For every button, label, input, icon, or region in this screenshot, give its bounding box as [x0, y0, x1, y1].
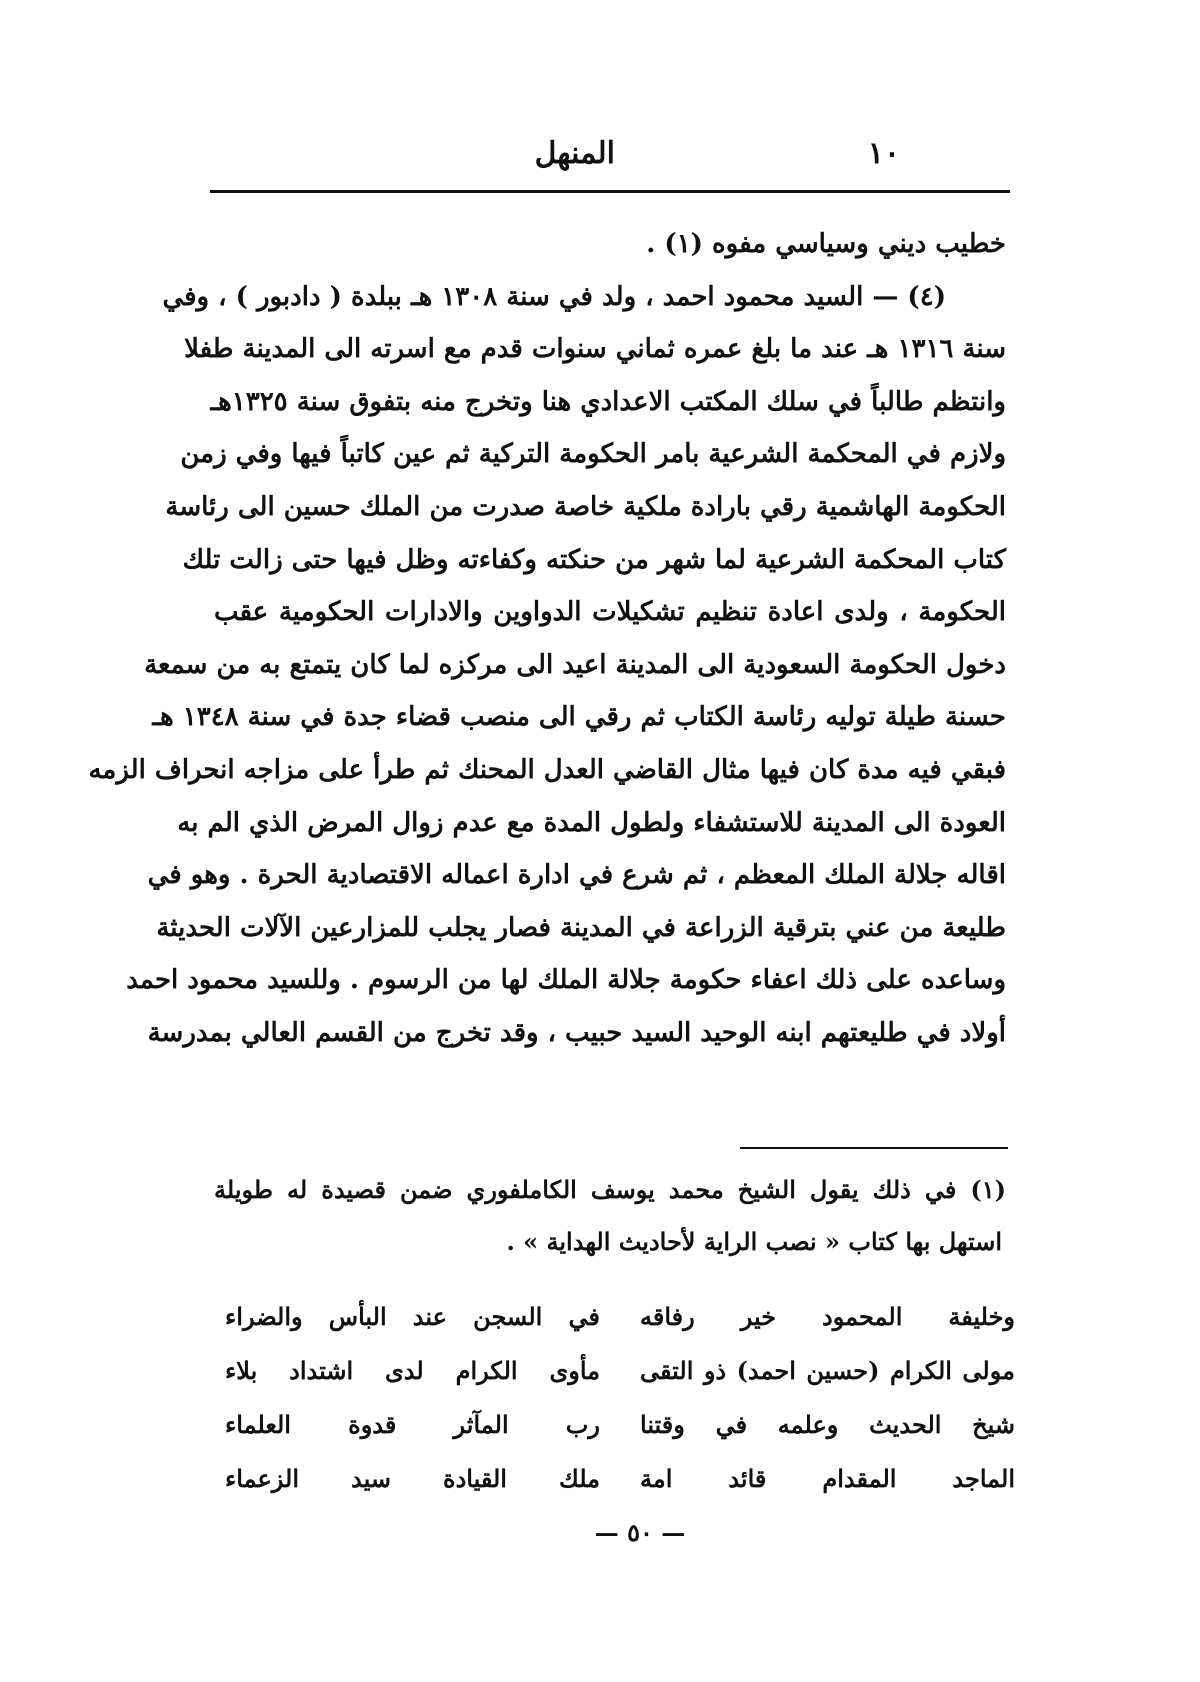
- body-line: سنة ١٣١٦ هـ عند ما بلغ عمره ثماني سنوات قدم مع اسرته الى المدينة طفلا: [184, 334, 1006, 365]
- verse-second-hemistich: ملك القيادة سيد الزعماء: [225, 1464, 600, 1493]
- footnote: [214, 1164, 1006, 1268]
- verse-second-hemistich: في السجن عند البأس والضراء: [225, 1302, 600, 1331]
- verse-second-hemistich: مأوى الكرام لدى اشتداد بلاء: [225, 1356, 600, 1385]
- body-line: دخول الحكومة السعودية الى المدينة اعيد الى مركزه لما كان يتمتع به من سمعة: [144, 649, 1006, 680]
- verse-first-hemistich: الماجد المقدام قائد امة: [640, 1464, 1015, 1493]
- page-number: ١٠: [867, 136, 900, 171]
- footnote-rule: [740, 1147, 1008, 1149]
- body-line: اقاله جلالة الملك المعظم ، ثم شرع في ادارة اعماله الاقتصادية الحرة . وهو في: [147, 860, 1006, 891]
- body-line: فبقي فيه مدة كان فيها مثال القاضي العدل المحنك ثم طرأ على مزاجه انحراف الزمه: [88, 754, 1006, 785]
- page-header: [210, 132, 1010, 188]
- body-line: (٤) — السيد محمود احمد ، ولد في سنة ١٣٠٨ هـ ببلدة ( دادبور ) ، وفي: [162, 281, 946, 312]
- body-line: ولازم في المحكمة الشرعية بامر الحكومة التركية ثم عين كاتباً فيها وفي زمن: [180, 439, 1006, 470]
- body-line: أولاد في طليعتهم ابنه الوحيد السيد حبيب ، وقد تخرج من القسم العالي بمدرسة: [147, 1017, 1006, 1048]
- body-line: طليعة من عني بترقية الزراعة في المدينة فصار يجلب للمزارعين الآلات الحديثة: [156, 912, 1006, 943]
- footnote-line: (١) في ذلك يقول الشيخ محمد يوسف الكاملفوري ضمن قصيدة له طويلة: [214, 1175, 1006, 1204]
- running-title: المنهل: [534, 136, 615, 171]
- body-line: الحكومة الهاشمية رقي بارادة ملكية خاصة صدرت من الملك حسين الى رئاسة: [165, 491, 1006, 522]
- verse-first-hemistich: شيخ الحديث وعلمه في وقتنا: [640, 1410, 1015, 1439]
- footnote-line: استهل بها كتاب « نصب الراية لأحاديث الهداية » .: [506, 1227, 1002, 1256]
- body-text: [88, 218, 1006, 1060]
- poem-verse: [225, 1452, 1015, 1506]
- footnote-poem: [225, 1290, 1015, 1506]
- verse-first-hemistich: وخليفة المحمود خير رفاقه: [640, 1302, 1015, 1331]
- poem-verse: [225, 1290, 1015, 1344]
- body-line: العودة الى المدينة للاستشفاء ولطول المدة مع عدم زوال المرض الذي الم به: [177, 807, 1006, 838]
- body-line: الحكومة ، ولدى اعادة تنظيم تشكيلات الدواوين والادارات الحكومية عقب: [214, 597, 1006, 628]
- poem-verse: [225, 1398, 1015, 1452]
- poem-verse: [225, 1344, 1015, 1398]
- body-line: حسنة طيلة توليه رئاسة الكتاب ثم رقي الى منصب قضاء جدة في سنة ١٣٤٨ هـ: [152, 702, 1006, 733]
- body-line: وساعده على ذلك اعفاء حكومة جلالة الملك لها من الرسوم . وللسيد محمود احمد: [126, 965, 1006, 996]
- body-line: خطيب ديني وسياسي مفوه (١) .: [646, 229, 1006, 259]
- verse-first-hemistich: مولى الكرام (حسين احمد) ذو التقى: [640, 1356, 1015, 1385]
- body-line: كتاب المحكمة الشرعية لما شهر من حنكته وكفاءته وظل فيها حتى زالت تلك: [182, 544, 1006, 575]
- header-rule: [210, 190, 1010, 193]
- body-line: وانتظم طالباً في سلك المكتب الاعدادي هنا وتخرج منه بتفوق سنة ١٣٢٥هـ: [210, 386, 1006, 417]
- verse-second-hemistich: رب المآثر قدوة العلماء: [225, 1410, 600, 1439]
- footer-folio: — ٥٠ —: [594, 1518, 686, 1547]
